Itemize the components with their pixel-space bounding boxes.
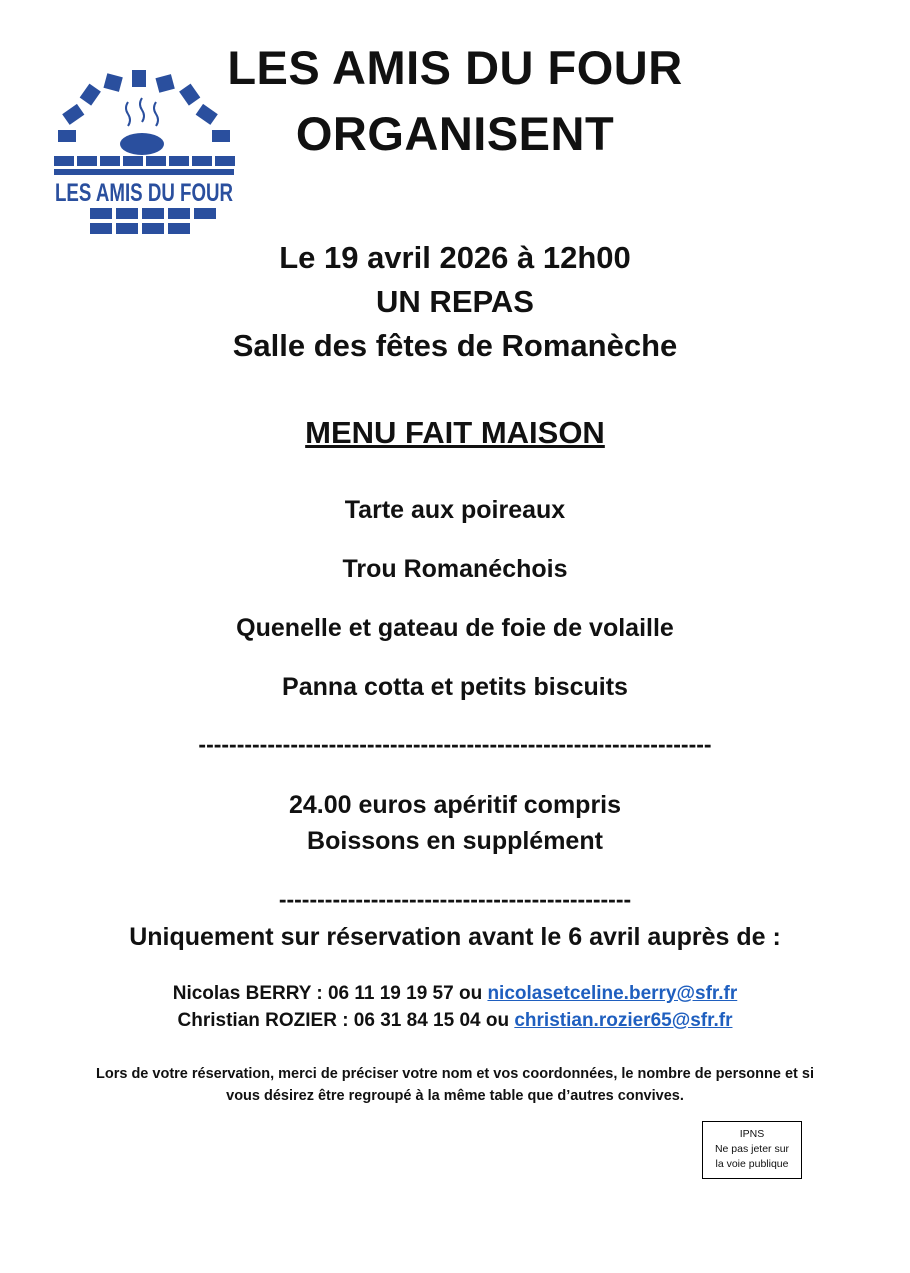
menu-item: Tarte aux poireaux [344, 496, 566, 524]
contact-email-link[interactable]: nicolasetceline.berry@sfr.fr [487, 983, 738, 1004]
contact-name-phone: Christian ROZIER : 06 31 84 15 04 ou [177, 1010, 515, 1031]
event-date: Le 19 avril 2026 à 12h00 [279, 240, 631, 275]
menu-item: Trou Romanéchois [342, 555, 568, 583]
separator-long: ------------------------------------------------------------------- [198, 731, 712, 757]
event-venue: Salle des fêtes de Romanèche [232, 328, 678, 363]
ipns-text: la voie publique [715, 1158, 789, 1170]
reservation-note-line1: Lors de votre réservation, merci de préciser votre nom et vos coordonnées, le nombre de personne et si [96, 1066, 814, 1082]
drinks-text: Boissons en supplément [307, 827, 603, 855]
contact-email-link[interactable]: christian.rozier65@sfr.fr [514, 1010, 733, 1031]
menu-heading: MENU FAIT MAISON [305, 415, 605, 450]
separator-short: ---------------------------------------------- [278, 886, 632, 912]
ipns-text: Ne pas jeter sur [714, 1143, 790, 1155]
page-title-line1: LES AMIS DU FOUR [227, 41, 683, 94]
reservation-note-line2: vous désirez être regroupé à la même table que d’autres convives. [226, 1088, 684, 1104]
price-text: 24.00 euros apéritif compris [288, 791, 622, 819]
event-type: UN REPAS [376, 284, 534, 319]
page-title-line2: ORGANISENT [295, 107, 615, 160]
ipns-box [702, 1121, 802, 1179]
contact-line [0, 1009, 910, 1033]
ipns-label: IPNS [739, 1128, 765, 1140]
reservation-heading: Uniquement sur réservation avant le 6 avril auprès de : [129, 923, 781, 951]
contact-name-phone: Nicolas BERRY : 06 11 19 19 57 ou [172, 983, 488, 1004]
contact-line [0, 982, 910, 1006]
logo-text: LES AMIS DU FOUR [55, 179, 233, 207]
menu-item: Quenelle et gateau de foie de volaille [236, 614, 674, 642]
menu-item: Panna cotta et petits biscuits [282, 673, 628, 701]
